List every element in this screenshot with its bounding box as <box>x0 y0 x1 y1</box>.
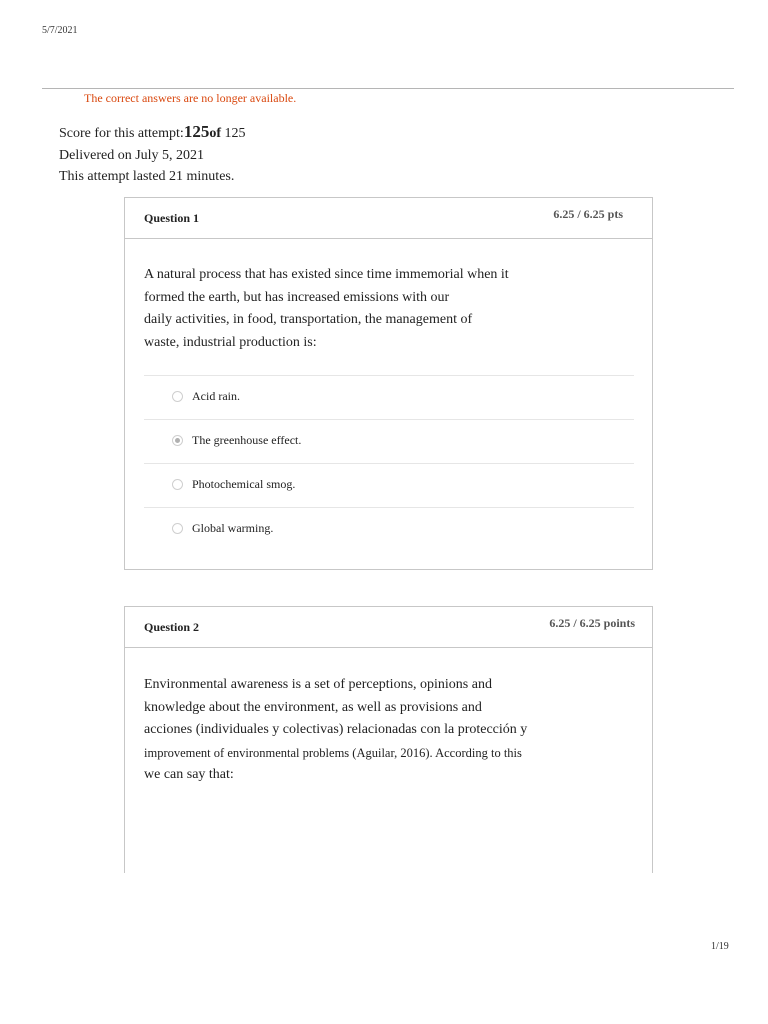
question-text-line: daily activities, in food, transportation, the management of <box>144 312 473 327</box>
question-text-line: A natural process that has existed since time immemorial when it <box>144 267 509 282</box>
page-number: 1/19 <box>711 941 729 952</box>
question-text-line: improvement of environmental problems (Aguilar, 2016). According to this <box>144 745 522 760</box>
score-value: 125 <box>183 122 210 141</box>
radio-button[interactable] <box>172 523 183 534</box>
question-text-line: formed the earth, but has increased emissions with our <box>144 289 450 305</box>
print-date: 5/7/2021 <box>42 25 78 36</box>
question-text-line: we can say that: <box>144 767 234 782</box>
question-title: Question 2 <box>144 620 200 634</box>
question-text <box>144 264 509 354</box>
question-header <box>125 198 652 239</box>
delivered-date: Delivered on July 5, 2021 <box>59 147 205 163</box>
question-text <box>144 674 527 787</box>
question-text-line: acciones (individuales y colectivas) relacionadas con la protección y <box>144 722 528 737</box>
answer-option[interactable] <box>144 375 634 419</box>
score-prefix: Score for this attempt: <box>59 126 184 141</box>
answer-list <box>144 375 634 551</box>
answer-option[interactable] <box>144 507 634 551</box>
answer-label: The greenhouse effect. <box>192 433 302 447</box>
answer-option-selected[interactable] <box>144 419 634 463</box>
answer-option[interactable] <box>144 463 634 507</box>
attempt-summary <box>59 121 245 188</box>
score-total: 125 <box>220 126 246 141</box>
score-of: of <box>209 126 221 141</box>
answer-label: Acid rain. <box>192 389 240 403</box>
question-text-line: waste, industrial production is: <box>144 334 317 350</box>
question-points: 6.25 / 6.25 points <box>549 616 635 630</box>
divider <box>42 88 734 89</box>
score-line <box>59 121 245 145</box>
attempt-duration: This attempt lasted 21 minutes. <box>59 169 235 184</box>
radio-button[interactable] <box>172 479 183 490</box>
question-points: 6.25 / 6.25 pts <box>553 207 623 221</box>
answer-label: Photochemical smog. <box>192 477 296 491</box>
question-text-line: knowledge about the environment, as well as provisions and <box>144 699 482 715</box>
question-card <box>124 197 653 570</box>
question-title: Question 1 <box>144 211 200 225</box>
radio-button-checked[interactable] <box>172 435 183 446</box>
correct-answers-notice: The correct answers are no longer available. <box>84 91 297 105</box>
answer-label: Global warming. <box>192 521 274 535</box>
question-header <box>125 607 652 648</box>
radio-button[interactable] <box>172 391 183 402</box>
question-text-line: Environmental awareness is a set of perceptions, opinions and <box>144 677 492 692</box>
question-card <box>124 606 653 873</box>
